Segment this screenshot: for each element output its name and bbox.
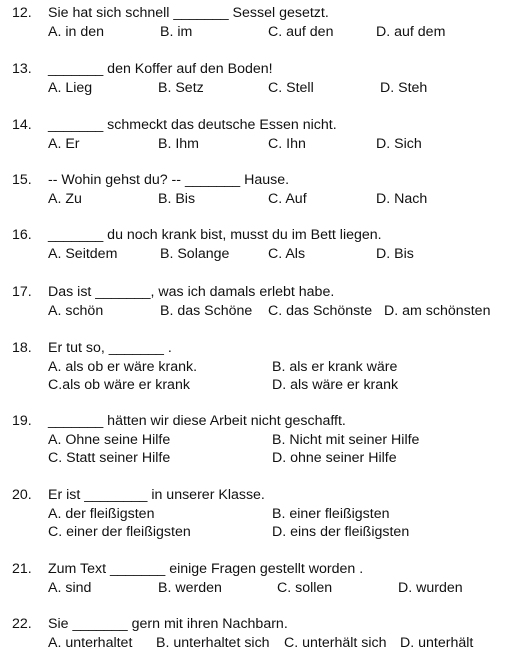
option-d: D. am schönsten	[384, 303, 491, 319]
option-d: D. unterhält	[400, 635, 474, 651]
option-a: A. Er	[48, 136, 80, 152]
option-c: C. auf den	[268, 24, 334, 40]
question-stem	[12, 116, 337, 134]
question-stem	[12, 560, 363, 578]
question-12	[0, 4, 510, 42]
option-a: A. Lieg	[48, 80, 93, 96]
question-number: 15.	[12, 172, 32, 188]
option-a: A. unterhaltet	[48, 635, 133, 651]
question-text: _______ schmeckt das deutsche Essen nicht.	[48, 117, 337, 133]
question-18	[0, 339, 510, 395]
question-stem	[12, 171, 289, 189]
question-text: Sie hat sich schnell _______ Sessel gesetzt.	[48, 5, 329, 21]
option-c: C. Stell	[268, 80, 314, 96]
question-14	[0, 116, 510, 154]
question-stem	[12, 4, 329, 22]
option-a: A. in den	[48, 24, 105, 40]
question-number: 14.	[12, 117, 32, 133]
question-15	[0, 171, 510, 209]
option-b: B. im	[160, 24, 193, 40]
question-number: 22.	[12, 616, 32, 632]
option-a: A. als ob er wäre krank.	[48, 359, 198, 375]
question-number: 12.	[12, 5, 32, 21]
question-number: 20.	[12, 487, 32, 503]
option-b: B. als er krank wäre	[272, 359, 398, 375]
option-c: C. Auf	[268, 191, 307, 207]
option-c: C. das Schönste	[268, 303, 373, 319]
option-a: A. Ohne seine Hilfe	[48, 432, 171, 448]
option-c: C. unterhält sich	[284, 635, 387, 651]
option-a: A. Zu	[48, 191, 82, 207]
question-21	[0, 560, 510, 598]
question-number: 17.	[12, 284, 32, 300]
question-text: _______ du noch krank bist, musst du im Bett liegen.	[48, 227, 382, 243]
question-stem	[12, 615, 288, 633]
question-number: 16.	[12, 227, 32, 243]
question-text: Er tut so, _______ .	[48, 340, 172, 356]
question-number: 19.	[12, 413, 32, 429]
question-stem	[12, 226, 382, 244]
option-c: C. Als	[268, 246, 306, 262]
question-text: _______ hätten wir diese Arbeit nicht geschafft.	[48, 413, 346, 429]
option-b: B. Solange	[160, 246, 230, 262]
option-b: B. Ihm	[158, 136, 199, 152]
option-c: C. Ihn	[268, 136, 306, 152]
question-20	[0, 486, 510, 542]
option-d: D. wurden	[398, 580, 463, 596]
option-c: C. Statt seiner Hilfe	[48, 450, 171, 466]
option-b: B. das Schöne	[160, 303, 253, 319]
option-c: C.als ob wäre er krank	[48, 377, 190, 393]
option-d: D. Steh	[380, 80, 428, 96]
question-stem	[12, 60, 273, 78]
question-text: Sie _______ gern mit ihren Nachbarn.	[48, 616, 288, 632]
question-22	[0, 615, 510, 653]
option-d: D. Bis	[376, 246, 414, 262]
question-text: -- Wohin gehst du? -- _______ Hause.	[48, 172, 290, 188]
option-c: C. sollen	[277, 580, 333, 596]
option-d: D. auf dem	[376, 24, 446, 40]
question-text: _______ den Koffer auf den Boden!	[48, 61, 273, 77]
question-16	[0, 226, 510, 264]
option-b: B. werden	[158, 580, 222, 596]
option-d: D. Sich	[376, 136, 422, 152]
option-a: A. schön	[48, 303, 104, 319]
question-number: 13.	[12, 61, 32, 77]
question-stem	[12, 339, 172, 357]
question-number: 18.	[12, 340, 32, 356]
question-13	[0, 60, 510, 98]
question-text: Zum Text _______ einige Fragen gestellt worden .	[48, 561, 364, 577]
option-d: D. als wäre er krank	[272, 377, 399, 393]
option-b: B. einer fleißigsten	[272, 506, 390, 522]
question-text: Er ist ________ in unserer Klasse.	[48, 487, 265, 503]
option-a: A. sind	[48, 580, 92, 596]
option-c: C. einer der fleißigsten	[48, 524, 191, 540]
option-a: A. Seitdem	[48, 246, 118, 262]
question-stem	[12, 486, 265, 504]
option-d: D. Nach	[376, 191, 428, 207]
option-b: B. unterhaltet sich	[156, 635, 270, 651]
question-19	[0, 412, 510, 468]
option-d: D. ohne seiner Hilfe	[272, 450, 397, 466]
question-stem	[12, 283, 334, 301]
option-b: B. Bis	[158, 191, 196, 207]
question-stem	[12, 412, 346, 430]
option-b: B. Setz	[158, 80, 204, 96]
question-17	[0, 283, 510, 321]
option-d: D. eins der fleißigsten	[272, 524, 410, 540]
question-text: Das ist _______, was ich damals erlebt habe.	[48, 284, 335, 300]
option-b: B. Nicht mit seiner Hilfe	[272, 432, 420, 448]
option-a: A. der fleißigsten	[48, 506, 155, 522]
question-number: 21.	[12, 561, 32, 577]
